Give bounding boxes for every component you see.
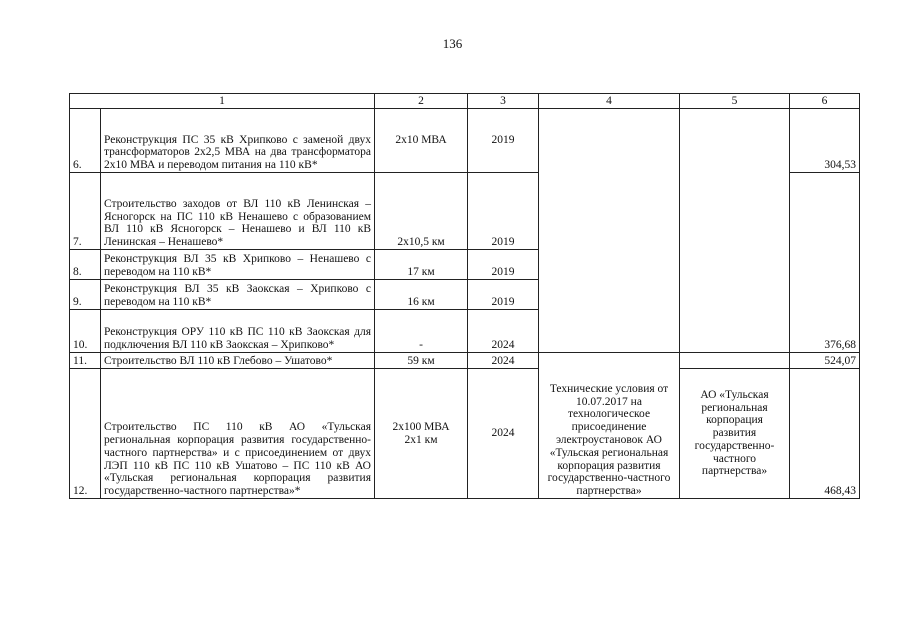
year: 2019	[468, 109, 539, 173]
cost: 524,07	[790, 353, 860, 369]
capacity: 2х10,5 км	[375, 173, 468, 250]
row-number: 6.	[70, 109, 101, 173]
column-header-3: 3	[468, 94, 539, 109]
project-name: Реконструкция ВЛ 35 кВ Хрипково – Ненашево с переводом на 110 кВ*	[101, 250, 375, 280]
cost: 304,53	[790, 109, 860, 173]
project-name: Реконструкция ОРУ 110 кВ ПС 110 кВ Заокская для подключения ВЛ 110 кВ Заокская – Хрипково*	[101, 310, 375, 353]
project-name: Строительство ПС 110 кВ АО «Тульская региональная корпорация развития государственно-частного партнерства» и с присоединением от двух ЛЭП 110 кВ ПС 110 кВ Ушатово – ПС 110 кВ АО «Тульская региональная корпорация развития государственно-частного партнерства»*	[101, 369, 375, 499]
year: 2019	[468, 173, 539, 250]
project-name: Реконструкция ВЛ 35 кВ Заокская – Хрипково с переводом на 110 кВ*	[101, 280, 375, 310]
capacity: 17 км	[375, 250, 468, 280]
column-header-1: 1	[70, 94, 375, 109]
cost: 468,43	[790, 369, 860, 499]
row-number: 8.	[70, 250, 101, 280]
projects-table	[69, 93, 860, 499]
row-number: 12.	[70, 369, 101, 499]
cost: 376,68	[790, 173, 860, 353]
year: 2019	[468, 280, 539, 310]
capacity: 59 км	[375, 353, 468, 369]
project-name: Строительство ВЛ 110 кВ Глебово – Ушатово*	[101, 353, 375, 369]
year: 2024	[468, 369, 539, 499]
header-row	[70, 94, 860, 109]
column-header-2: 2	[375, 94, 468, 109]
page-number: 136	[442, 36, 463, 51]
organization-empty	[680, 109, 790, 353]
table-row	[70, 109, 860, 173]
row-number: 9.	[70, 280, 101, 310]
column-header-5: 5	[680, 94, 790, 109]
column-header-4: 4	[539, 94, 680, 109]
capacity: 2х10 МВА	[375, 109, 468, 173]
capacity	[375, 369, 468, 499]
organization-spacer	[680, 353, 790, 369]
year: 2024	[468, 310, 539, 353]
capacity: -	[375, 310, 468, 353]
column-header-6: 6	[790, 94, 860, 109]
tech-conditions: Технические условия от 10.07.2017 на технологическое присоединение электроустановок АО «Тульская региональная корпорация развития государственно-частного партнерства»	[539, 353, 680, 499]
organization: АО «Тульская региональная корпорация развития государственно-частного партнерства»	[680, 369, 790, 499]
table-row	[70, 353, 860, 369]
row-number: 10.	[70, 310, 101, 353]
tech-conditions-empty	[539, 109, 680, 353]
project-name: Строительство заходов от ВЛ 110 кВ Ленинская – Ясногорск на ПС 110 кВ Ненашево с образованием ВЛ 110 кВ Ясногорск – Ненашево и ВЛ 110 кВ Ленинская – Ненашево*	[101, 173, 375, 250]
row-number: 11.	[70, 353, 101, 369]
year: 2024	[468, 353, 539, 369]
capacity: 16 км	[375, 280, 468, 310]
capacity-line: 2х1 км	[404, 433, 438, 446]
row-number: 7.	[70, 173, 101, 250]
table-row	[70, 369, 860, 499]
year: 2019	[468, 250, 539, 280]
capacity-line: 2х100 МВА	[392, 420, 450, 433]
project-name: Реконструкция ПС 35 кВ Хрипково с заменой двух трансформаторов 2х2,5 МВА на два трансформатора 2х10 МВА и переводом питания на 110 кВ*	[101, 109, 375, 173]
